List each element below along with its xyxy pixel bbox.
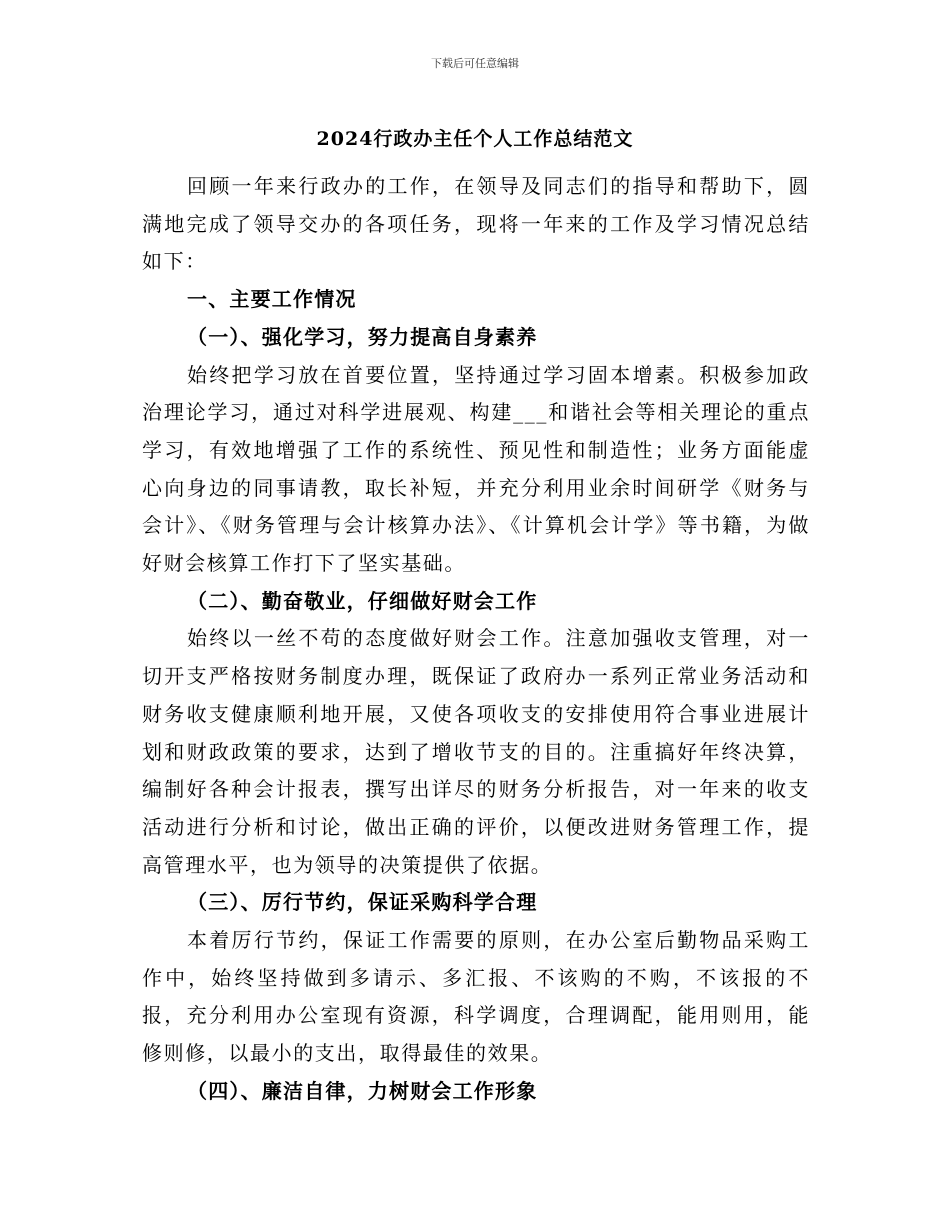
header-note: 下载后可任意编辑 — [431, 57, 519, 70]
intro-paragraph: 回顾一年来行政办的工作，在领导及同志们的指导和帮助下，圆满地完成了领导交办的各项任务，现将一年来的工作及学习情况总结如下： — [142, 174, 810, 274]
subsection-heading-3: （三）、厉行节约，保证采购科学合理 — [187, 890, 538, 915]
body-paragraph-1: 始终把学习放在首要位置，坚持通过学习固本增素。积极参加政治理论学习，通过对科学进展观、构建___和谐社会等相关理论的重点学习，有效地增强了工作的系统性、预见性和制造性；业务方面能虚心向身边的同事请教，取长补短，并充分利用业余时间研学《财务与会计》、《财务管理与会计核算办法》、《计算机会计学》等书籍，为做好财会核算工作打下了坚实基础。 — [142, 362, 810, 576]
body-paragraph-3: 本着厉行节约，保证工作需要的原则，在办公室后勤物品采购工作中，始终坚持做到多请示、多汇报、不该购的不购，不该报的不报，充分利用办公室现有资源，科学调度，合理调配，能用则用，能修则修，以最小的支出，取得最佳的效果。 — [142, 928, 810, 1066]
section-heading-main: 一、主要工作情况 — [187, 287, 357, 312]
document-body — [142, 168, 810, 1111]
subsection-heading-2: （二）、勤奋敬业，仔细做好财会工作 — [187, 588, 538, 613]
subsection-heading-1: （一）、强化学习，努力提高自身素养 — [187, 324, 538, 349]
body-paragraph-2: 始终以一丝不苟的态度做好财会工作。注意加强收支管理，对一切开支严格按财务制度办理，既保证了政府办一系列正常业务活动和财务收支健康顺利地开展，又使各项收支的安排使用符合事业进展计划和财政政策的要求，达到了增收节支的目的。注重搞好年终决算，编制好各种会计报表，撰写出详尽的财务分析报告，对一年来的收支活动进行分析和讨论，做出正确的评价，以便改进财务管理工作，提高管理水平，也为领导的决策提供了依据。 — [142, 626, 810, 877]
subsection-heading-4: （四）、廉洁自律，力树财会工作形象 — [187, 1078, 538, 1103]
page-title: 2024行政办主任个人工作总结范文 — [316, 128, 634, 150]
